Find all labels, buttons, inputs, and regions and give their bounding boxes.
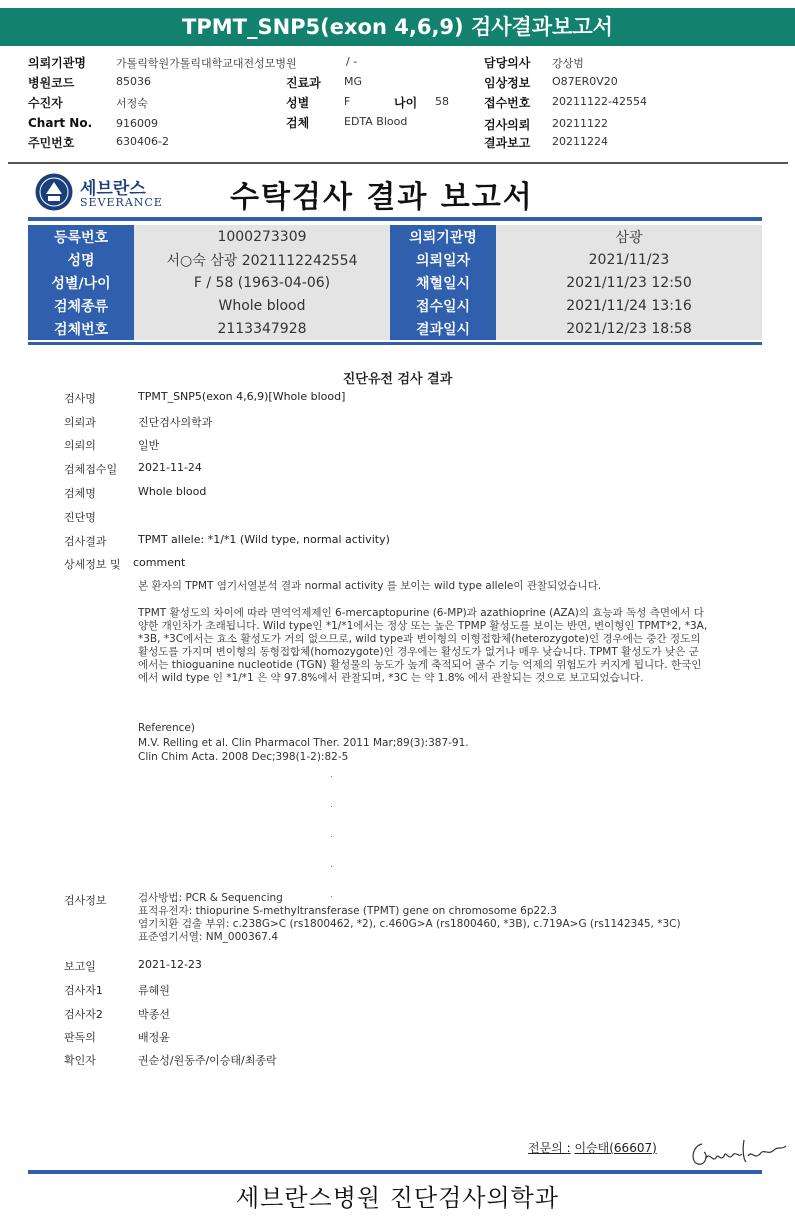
method-line: 표준염기서열: NM_000367.4 [138,931,278,943]
signature-name: 이승태(66607) [574,1141,657,1155]
header-value: 85036 [116,75,151,88]
comment-summary: 본 환자의 TPMT 염기서열분석 결과 normal activity 를 보이는 wild type allele이 관찰되었습니다. [138,580,602,592]
table-row [28,271,762,294]
info-value: 2021/11/24 13:16 [496,294,762,317]
header-label: 검사의뢰 [484,118,531,132]
header-label: Chart No. [28,116,93,130]
info-label: 채혈일시 [390,271,496,294]
result-section-title: 진단유전 검사 결과 [342,372,453,387]
reference-item: M.V. Relling et al. Clin Pharmacol Ther. 2011 Mar;89(3):387-91. [138,737,469,749]
signoff-value: 류혜원 [138,984,170,997]
header-value: 20211224 [552,135,608,148]
table-row [28,294,762,317]
reference-item: Clin Chim Acta. 2008 Dec;398(1-2):82-5 [138,751,349,763]
info-value: 삼광 [496,225,762,248]
info-value: 2113347928 [134,317,390,340]
header-value: 916009 [116,117,158,130]
signoff-value: 배정윤 [138,1031,170,1044]
info-value: Whole blood [134,294,390,317]
info-label: 의뢰일자 [390,248,496,271]
header-label: 임상정보 [484,76,531,90]
header-label: 병원코드 [28,76,75,90]
header-label: 결과보고 [484,136,531,150]
footer-rule [28,1170,762,1174]
header-value: 20211122-42554 [552,95,647,108]
field-value: TPMT_SNP5(exon 4,6,9)[Whole blood] [138,390,346,403]
info-label: 등록번호 [28,225,134,248]
field-value: Whole blood [138,485,207,498]
field-label: 의뢰과 [64,416,96,429]
page-break-marks: . . . . . [330,770,333,900]
handwritten-signature [688,1132,788,1172]
header-label: 검체 [286,116,310,130]
signoff-label: 판독의 [64,1031,96,1044]
comment-label: 상세정보 및 [64,558,121,571]
report-banner: TPMT_SNP5(exon 4,6,9) 검사결과보고서 [0,8,795,46]
method-label: 검사정보 [64,894,107,907]
patient-info-table [28,225,762,340]
header-label: 의뢰기관명 [28,56,86,70]
table-row [28,317,762,340]
info-value: 2021/12/23 18:58 [496,317,762,340]
comment-heading: comment [133,556,186,569]
header-value: 20211122 [552,117,608,130]
title-rule [28,217,762,221]
table-row [28,248,762,271]
field-value: 일반 [138,439,160,452]
field-label: 검체접수일 [64,463,118,476]
header-value: O87ER0V20 [552,75,618,88]
reference-title: Reference) [138,722,195,734]
signoff-label: 보고일 [64,960,96,973]
signoff-value: 박종선 [138,1008,170,1021]
brand-name-ko: 세브란스 [80,179,146,199]
field-value: TPMT allele: *1/*1 (Wild type, normal activity) [138,533,390,546]
info-label: 의뢰기관명 [390,225,496,248]
info-label: 접수일시 [390,294,496,317]
report-title: 수탁검사 결과 보고서 [230,180,534,215]
info-value: 1000273309 [134,225,390,248]
header-label: 나이 [394,96,418,110]
header-label: 접수번호 [484,96,531,110]
header-value: EDTA Blood [344,115,408,128]
info-value: 서○숙 삼광 2021112242554 [134,248,390,271]
field-value: 2021-11-24 [138,461,202,474]
info-label: 성명 [28,248,134,271]
field-label: 검체명 [64,487,96,500]
severance-logo-icon [34,172,74,212]
field-label: 검사결과 [64,535,107,548]
info-label: 검체종류 [28,294,134,317]
header-label: 수진자 [28,96,63,110]
method-line: 검사방법: PCR & Sequencing [138,892,283,904]
signoff-label: 확인자 [64,1054,96,1067]
header-value: 가톨릭학원가톨릭대학교대전성모병원 [116,57,297,70]
signature-prefix: 전문의 : [528,1141,571,1155]
header-value: 강상범 [552,57,584,70]
header-label: 성별 [286,96,310,110]
signoff-label: 검사자1 [64,984,103,997]
field-label: 검사명 [64,392,96,405]
info-label: 결과일시 [390,317,496,340]
header-value: F [344,95,351,108]
table-rule [28,342,762,345]
method-line: 염기치환 검출 부위: c.238G>C (rs1800462, *2), c.460G>A (rs1800460, *3B), c.719A>G (rs1142345, *3C) [138,918,681,930]
header-divider [8,162,788,164]
signoff-value: 권순성/원동주/이승태/최종락 [138,1054,277,1067]
info-label: 성별/나이 [28,271,134,294]
info-value: 2021/11/23 12:50 [496,271,762,294]
header-label: 담당의사 [484,56,531,70]
signoff-value: 2021-12-23 [138,958,202,971]
field-value: 진단검사의학과 [138,416,213,429]
header-label: 진료과 [286,76,321,90]
header-value: 58 [435,95,449,108]
header-value: MG [344,75,363,88]
method-line: 표적유전자: thiopurine S-methyltransferase (TPMT) gene on chromosome 6p22.3 [138,905,557,917]
specialist-signature-line [528,1139,657,1156]
brand-name-en: SEVERANCE [80,196,163,209]
header-value: 서정숙 [116,97,148,110]
header-label: 주민번호 [28,136,75,150]
header-value: / - [346,55,358,68]
info-value: 2021/11/23 [496,248,762,271]
comment-body: TPMT 활성도의 차이에 따라 면역억제제인 6-mercaptopurine (6-MP)과 azathioprine (AZA)의 효능과 독성 측면에서 다양한 개인차가 초래됩니다. Wild type인 *1/*1에서는 정상 또는 높은 TPMP 활성도를 보이는 반면, 변이형인 TPMT*2, *3A, *3B, *3C에서는 효소 활성도가 거의 없으므로, wild type과 변이형의 이형접합체(heterozygote)인 경우에는 중간 정도의 활성도를 가지며 변이형의 동형접합체(homozygote)인 경우에는 활성도가 없거나 매우 낮습니다. TPMT 활성도가 낮은 군에서는 thioguanine nucleotide (TGN) 활성물의 농도가 높게 축적되어 골수 기능 억제의 위험도가 커지게 됩니다. 한국인에서 wild type 인 *1/*1 은 약 97.8%에서 관찰되며, *3C 는 약 1.8% 에서 관찰되는 것으로 보고되었습니다. [138,607,708,684]
field-label: 진단명 [64,511,96,524]
field-label: 의뢰의 [64,439,96,452]
info-value: F / 58 (1963-04-06) [134,271,390,294]
signoff-label: 검사자2 [64,1008,103,1021]
header-value: 630406-2 [116,135,169,148]
footer-department: 세브란스병원 진단검사의학과 [235,1184,560,1212]
table-row [28,225,762,248]
info-label: 검체번호 [28,317,134,340]
